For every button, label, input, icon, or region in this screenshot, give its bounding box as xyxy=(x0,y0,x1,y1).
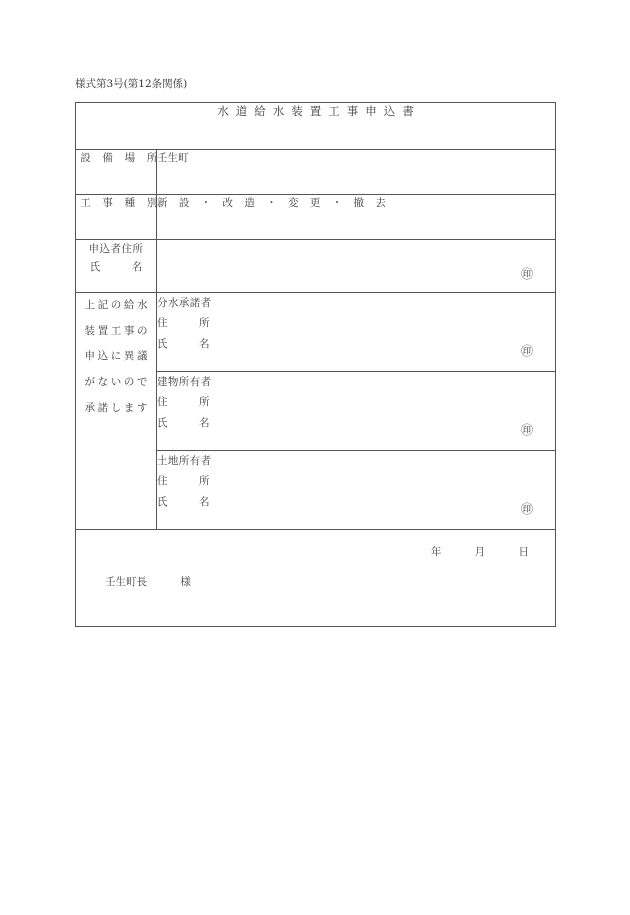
building-owner-name-label: 氏 名 xyxy=(157,416,210,429)
work-type-label-cell xyxy=(76,195,162,240)
building-owner-lines xyxy=(157,372,555,433)
footer-cell xyxy=(76,530,556,627)
applicant-row xyxy=(76,240,556,293)
seal-icon: ㊞ xyxy=(520,344,533,358)
application-form-table xyxy=(75,102,556,627)
work-type-options-cell[interactable] xyxy=(157,195,556,240)
applicant-address-label: 申込者住所 xyxy=(88,243,144,255)
seal-icon: ㊞ xyxy=(520,267,533,281)
building-owner-cell[interactable] xyxy=(157,372,556,451)
land-owner-lines xyxy=(157,451,555,512)
facility-location-value: 壬生町 xyxy=(157,152,189,164)
consent-statement-cell xyxy=(76,293,157,530)
water-branch-consenter-lines xyxy=(157,293,555,354)
addressee-line xyxy=(105,574,191,589)
facility-location-value-cell[interactable] xyxy=(157,150,556,195)
land-owner-name-label: 氏 名 xyxy=(157,495,210,508)
date-year-label: 年 xyxy=(430,546,442,558)
building-owner-address-label: 住 所 xyxy=(157,396,210,409)
form-title-cell xyxy=(76,103,556,150)
consent-row-bunsui xyxy=(76,293,556,372)
consent-line-1: 上記の給水 xyxy=(84,299,151,311)
consent-line-3: 申込に異議 xyxy=(84,350,151,363)
date-month-label: 月 xyxy=(474,546,486,558)
applicant-label-cell xyxy=(76,240,157,293)
work-type-options: 新 設 ・ 改 造 ・ 変 更 ・ 撤 去 xyxy=(157,197,390,209)
land-owner-address-label: 住 所 xyxy=(157,475,210,488)
consent-line-2: 装置工事の xyxy=(84,324,151,337)
building-owner-title: 建物所有者 xyxy=(157,376,212,388)
consent-line-5: 承諾します xyxy=(84,401,151,414)
water-branch-consenter-address-label: 住 所 xyxy=(157,317,210,330)
title-row xyxy=(76,103,556,150)
page-title: 水道給水装置工事申込書 xyxy=(217,104,421,118)
applicant-label-stack xyxy=(76,240,156,277)
addressee-honorific: 様 xyxy=(180,576,191,588)
facility-location-row xyxy=(76,150,556,195)
seal-icon: ㊞ xyxy=(520,423,533,437)
work-type-label: 工 事 種 別 xyxy=(80,197,162,209)
facility-location-label-cell xyxy=(76,150,162,195)
applicant-name-label: 氏 名 xyxy=(89,261,143,274)
land-owner-title: 土地所有者 xyxy=(157,455,212,467)
water-branch-consenter-cell[interactable] xyxy=(157,293,556,372)
addressee-name: 壬生町長 xyxy=(105,576,147,588)
date-line[interactable] xyxy=(431,544,529,559)
form-number: 様式第3号(第12条関係) xyxy=(75,78,188,90)
applicant-entry-cell[interactable] xyxy=(157,240,556,293)
consent-line-4: がないので xyxy=(84,376,151,389)
consent-statement-lines xyxy=(76,293,156,422)
seal-icon: ㊞ xyxy=(520,502,533,516)
water-branch-consenter-name-label: 氏 名 xyxy=(157,337,210,350)
footer-row xyxy=(76,530,556,627)
land-owner-cell[interactable] xyxy=(157,451,556,530)
work-type-row xyxy=(76,195,556,240)
date-day-label: 日 xyxy=(518,546,529,558)
facility-location-label: 設 備 場 所 xyxy=(80,152,162,164)
water-branch-consenter-title: 分水承諾者 xyxy=(157,297,212,309)
